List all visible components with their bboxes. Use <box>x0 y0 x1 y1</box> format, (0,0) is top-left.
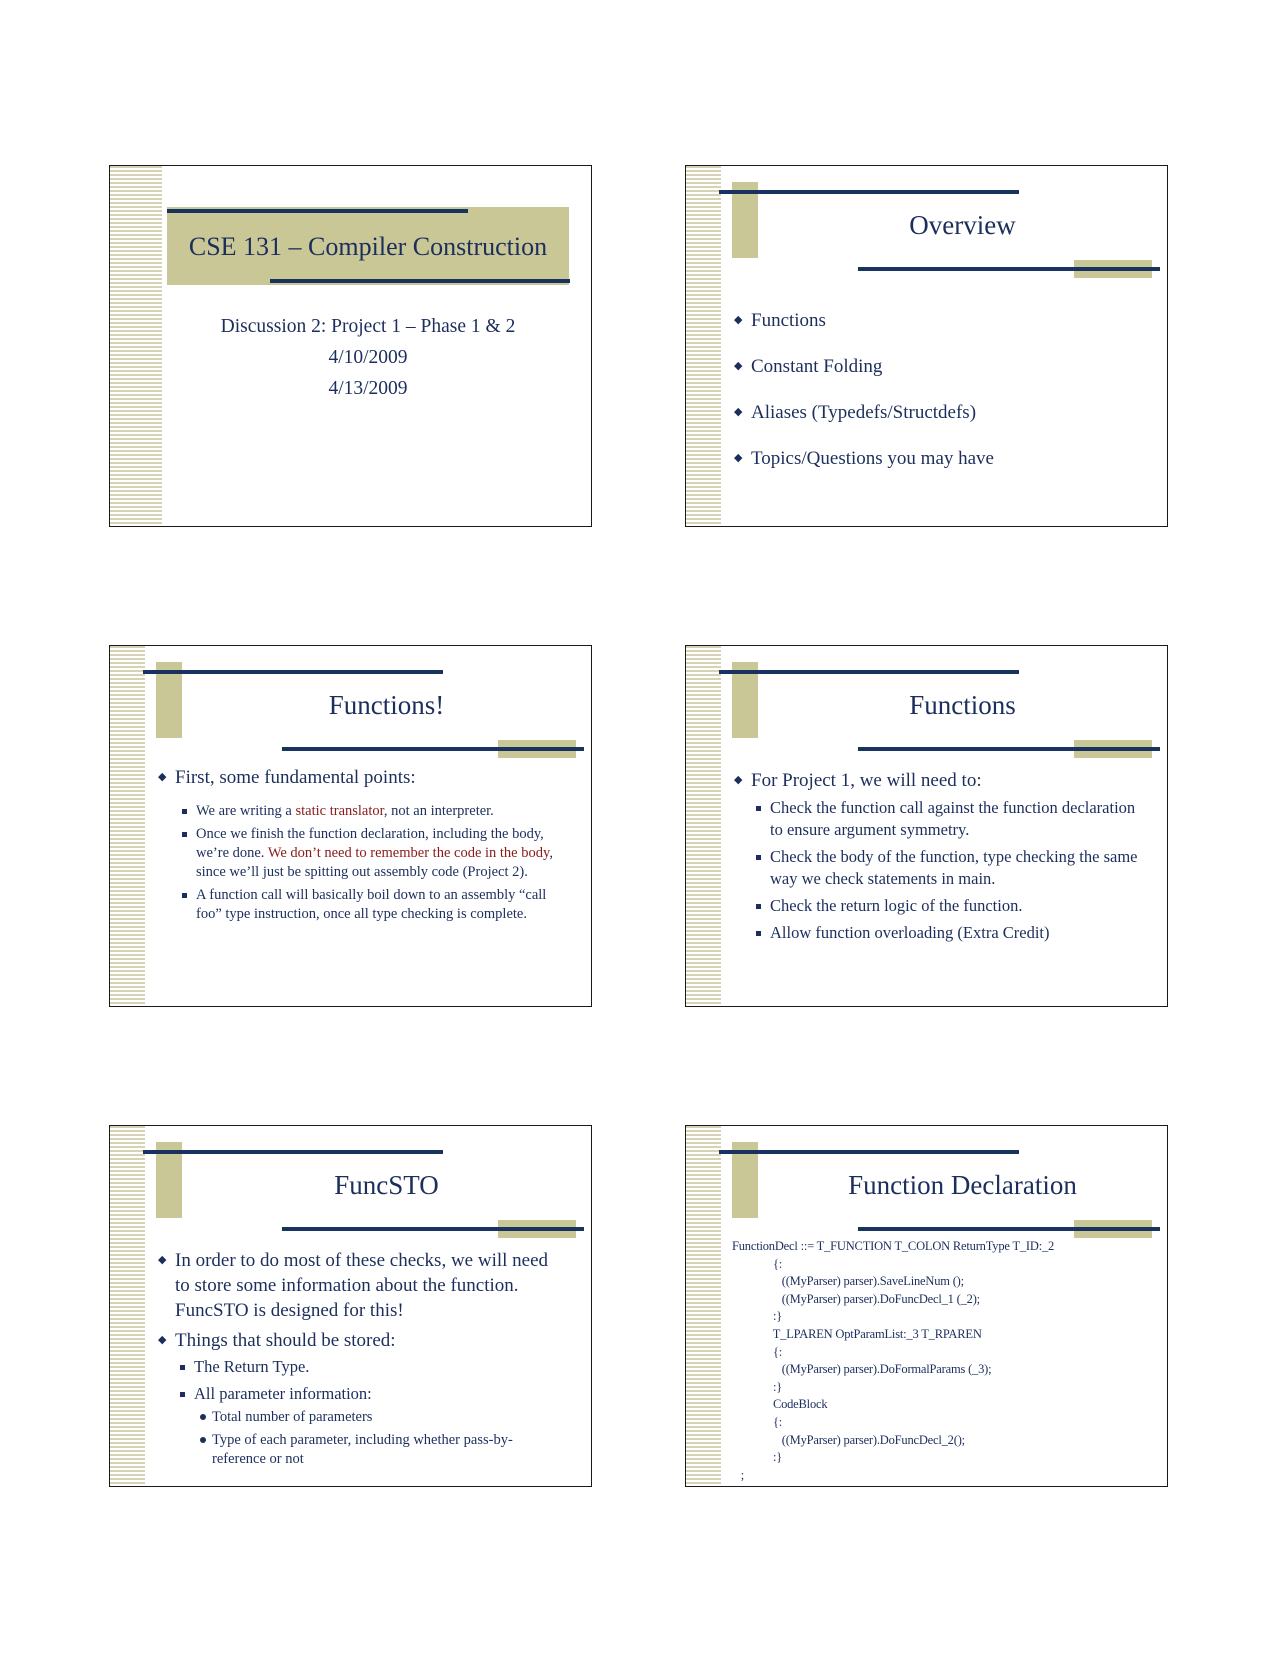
slide-funcsto <box>109 1125 592 1487</box>
list-item <box>182 802 569 821</box>
stripe-decoration <box>110 166 162 526</box>
text-run: , not an interpreter. <box>383 803 494 819</box>
slide-heading: Functions! <box>328 690 445 720</box>
highlight-text: static translator <box>295 803 384 819</box>
list-item: ◆ Aliases (Typedefs/Structdefs) <box>734 400 1147 425</box>
slide-heading: Functions <box>909 690 1016 720</box>
list-item: ◆ For Project 1, we will need to: <box>734 768 1147 793</box>
slide-functions <box>685 645 1168 1007</box>
list-item: Allow function overloading (Extra Credit) <box>756 922 1147 944</box>
grammar-code-block <box>732 1238 1054 1484</box>
text-run: , since we’ll just be spitting out assembly code (Project 2). <box>196 845 553 880</box>
stripe-decoration <box>110 646 145 1006</box>
slide-heading: Function Declaration <box>848 1170 1077 1200</box>
title-rule-top <box>143 670 443 674</box>
list-item <box>182 825 569 882</box>
title-rule-bottom <box>270 279 570 283</box>
list-item: ◆ Things that should be stored: <box>158 1328 561 1353</box>
code-line: FunctionDecl ::= T_FUNCTION T_COLON ReturnType T_ID:_2 <box>732 1239 1055 1253</box>
list-item: ◆ Functions <box>734 308 1147 333</box>
code-line: {: <box>732 1414 783 1429</box>
discussion-subtitle: Discussion 2: Project 1 – Phase 1 & 2 <box>220 316 516 337</box>
stripe-decoration <box>686 646 721 1006</box>
title-rule-top <box>143 1150 443 1154</box>
list-item: ◆ In order to do most of these checks, we will need to store some information about the function. FuncSTO is designed for this! <box>158 1248 561 1323</box>
subtitle-block <box>167 311 569 404</box>
title-rule-top <box>719 190 1019 194</box>
tasks-list <box>734 768 1147 944</box>
sub-sub-list <box>180 1408 561 1469</box>
course-title: CSE 131 – Compiler Construction <box>188 232 548 261</box>
stripe-decoration <box>686 1126 721 1486</box>
list-item: ◆ Constant Folding <box>734 354 1147 379</box>
list-item: Check the body of the function, type checking the same way we check statements in main. <box>756 846 1147 890</box>
title-rule-top <box>719 1150 1019 1154</box>
overview-list <box>734 308 1147 471</box>
date-2: 4/13/2009 <box>328 378 408 399</box>
code-line: :} <box>732 1379 783 1394</box>
title-rule-top <box>719 670 1019 674</box>
list-item: Total number of parameters <box>200 1408 561 1427</box>
title-rule-bottom <box>858 1227 1160 1231</box>
list-item: ◆ Topics/Questions you may have <box>734 446 1147 471</box>
sub-list <box>734 797 1147 944</box>
list-item: Check the return logic of the function. <box>756 895 1147 917</box>
title-rule-bottom <box>858 747 1160 751</box>
list-item: Type of each parameter, including whether pass-by-reference or not <box>200 1431 561 1469</box>
title-rule-bottom <box>282 1227 584 1231</box>
list-item: The Return Type. <box>180 1356 561 1378</box>
code-line: ((MyParser) parser).SaveLineNum (); <box>732 1274 964 1289</box>
list-item: Check the function call against the function declaration to ensure argument symmetry. <box>756 797 1147 841</box>
slide-function-declaration <box>685 1125 1168 1487</box>
code-line: :} <box>732 1450 783 1465</box>
title-rule-top <box>167 209 468 213</box>
title-rule-bottom <box>282 747 584 751</box>
title-rule-bottom <box>858 267 1160 271</box>
slide-title <box>109 165 592 527</box>
code-line: T_LPAREN OptParamList:_3 T_RPAREN <box>732 1326 982 1341</box>
code-line: ((MyParser) parser).DoFuncDecl_1 (_2); <box>732 1291 980 1306</box>
points-list <box>158 765 569 924</box>
slide-heading: Overview <box>909 210 1016 240</box>
stripe-decoration <box>110 1126 145 1486</box>
code-line: :} <box>732 1309 783 1324</box>
storage-list <box>158 1248 561 1469</box>
code-line: ; <box>732 1467 745 1482</box>
code-line: {: <box>732 1256 783 1271</box>
list-item: A function call will basically boil down to an assembly “call foo” type instruction, once all type checking is complete. <box>182 886 569 924</box>
sub-list <box>158 1356 561 1469</box>
slide-heading: FuncSTO <box>334 1170 439 1200</box>
code-line: CodeBlock <box>732 1397 828 1412</box>
code-line: {: <box>732 1344 783 1359</box>
list-item: All parameter information: <box>180 1383 561 1405</box>
slide-functions-intro <box>109 645 592 1007</box>
sub-list <box>158 802 569 924</box>
text-run: We are writing a <box>196 803 296 819</box>
code-line: ((MyParser) parser).DoFormalParams (_3); <box>732 1362 992 1377</box>
code-line: ((MyParser) parser).DoFuncDecl_2(); <box>732 1432 965 1447</box>
date-1: 4/10/2009 <box>328 347 408 368</box>
text-run: Once we finish the function declaration, including the body, we’re done. <box>196 826 544 861</box>
slide-overview <box>685 165 1168 527</box>
list-item: ◆ First, some fundamental points: <box>158 765 569 790</box>
highlight-text: We don’t need to remember the code in the body <box>267 845 550 861</box>
stripe-decoration <box>686 166 721 526</box>
